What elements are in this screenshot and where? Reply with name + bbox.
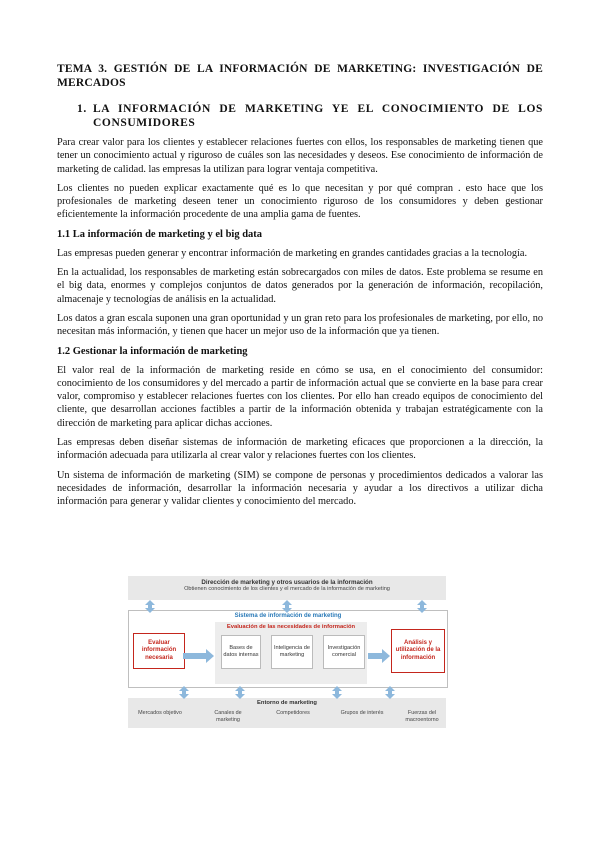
diagram-assess-needs: Evaluar información necesaria xyxy=(133,633,185,669)
arrow-bottom-2 xyxy=(235,686,245,699)
paragraph-7: Las empresas deben diseñar sistemas de información de marketing eficaces que proporcionen a la dirección, la información adecuada para utilizarla al crear valor y relaciones fuertes con los clientes. xyxy=(57,437,543,462)
diagram-users-title: Dirección de marketing y otros usuarios de la información xyxy=(201,579,373,586)
section-number: 1. xyxy=(77,103,87,115)
arrow-top-left xyxy=(145,600,155,613)
paragraph-2: Los clientes no pueden explicar exactamente qué es lo que necesitan y por qué compran . esto hace que los profesionales de marketing deseen tener un conocimiento riguroso de los consumidores y deben gestionar eficientemente la información procedente de una amplia gama de fuentes. xyxy=(57,182,543,221)
paragraph-8: Un sistema de información de marketing (SIM) se compone de personas y procedimientos dedicados a valorar las necesidades de información, desarrollar la información necesaria y ayudar a los directivos a utilizar dicha información para generar y validar clientes y conocimiento del mercado. xyxy=(57,469,543,508)
section-heading-1 xyxy=(77,102,543,130)
env-item-target-markets: Mercados objetivo xyxy=(138,710,182,716)
subsection-heading-1-1: 1.1 La información de marketing y el big data xyxy=(57,228,263,240)
diagram-arrows xyxy=(122,573,452,730)
diagram-sim-title: Sistema de información de marketing xyxy=(234,613,342,619)
env-item-competitors: Competidores xyxy=(276,710,310,716)
diagram-box-market-research: Investigación comercial xyxy=(323,635,365,669)
document-page xyxy=(57,62,543,515)
sim-diagram xyxy=(122,573,452,730)
paragraph-3: Las empresas pueden generar y encontrar información de marketing en grandes cantidades gracias a la tecnología. xyxy=(57,247,528,259)
env-item-channels: Canales de marketing xyxy=(214,710,242,723)
paragraph-5: Los datos a gran escala suponen una gran oportunidad y un gran reto para los profesionales de marketing, por ello, no necesitan más información, y tienen que hacer un mejor uso de la información que ya tienen. xyxy=(57,312,543,338)
env-item-publics: Grupos de interés xyxy=(340,710,384,716)
section-title: LA INFORMACIÓN DE MARKETING YE EL CONOCIMIENTO DE LOS CONSUMIDORES xyxy=(93,103,543,129)
paragraph-4: En la actualidad, los responsables de marketing están sobrecargados con miles de datos. Este problema se resume en el big data, enormes y complejos conjuntos de datos generados por la generación de información, recopilación, almacenaje y tecnologías de análisis en la actualidad. xyxy=(57,267,543,305)
arrow-top-right xyxy=(417,600,427,613)
diagram-eval-title: Evaluación de las necesidades de información xyxy=(226,624,356,630)
diagram-analysis-use: Análisis y utilización de la información xyxy=(391,629,445,673)
env-item-macroenvironment: Fuerzas del macroentorno xyxy=(405,710,439,723)
arrow-eval-to-right xyxy=(368,649,390,663)
arrow-left-to-eval xyxy=(183,649,214,663)
paragraph-1: Para crear valor para los clientes y establecer relaciones fuertes con ellos, los responsables de marketing tienen que tener un conocimiento actual y riguroso de cuáles son las necesidades y deseos. Ese conocimiento de información de marketing de calidad. las empresas la utilizan para lograr ventaja competitiva. xyxy=(57,137,543,175)
arrow-bottom-4 xyxy=(385,686,395,699)
diagram-users-subtitle: Obtienen conocimiento de los clientes y el mercado de la información de marketing xyxy=(184,586,390,592)
arrow-top-center xyxy=(282,600,292,613)
diagram-box-internal-db: Bases de datos internas xyxy=(221,635,261,669)
diagram-box-marketing-intelligence: Inteligencia de marketing xyxy=(271,635,313,669)
diagram-environment-title: Entorno de marketing xyxy=(257,700,317,706)
document-title: TEMA 3. GESTIÓN DE LA INFORMACIÓN DE MARKETING: INVESTIGACIÓN DE MERCADOS xyxy=(57,63,543,89)
arrow-bottom-3 xyxy=(332,686,342,699)
arrow-bottom-1 xyxy=(179,686,189,699)
paragraph-6: El valor real de la información de marketing reside en cómo se usa, en el conocimiento del consumidor: conocimiento de los consumidores y del mercado a partir de información actual que se convierte en la base para crear valor, compromiso y establecer relaciones fuertes con los clientes. Por ello han creado equipos de conocimiento del cliente, que desarrollan acciones factibles a partir de la información obtenida y trabajan estratégicamente con la dirección de marketing para aplicar dichas acciones. xyxy=(57,364,543,429)
subsection-heading-1-2: 1.2 Gestionar la información de marketing xyxy=(57,345,248,357)
